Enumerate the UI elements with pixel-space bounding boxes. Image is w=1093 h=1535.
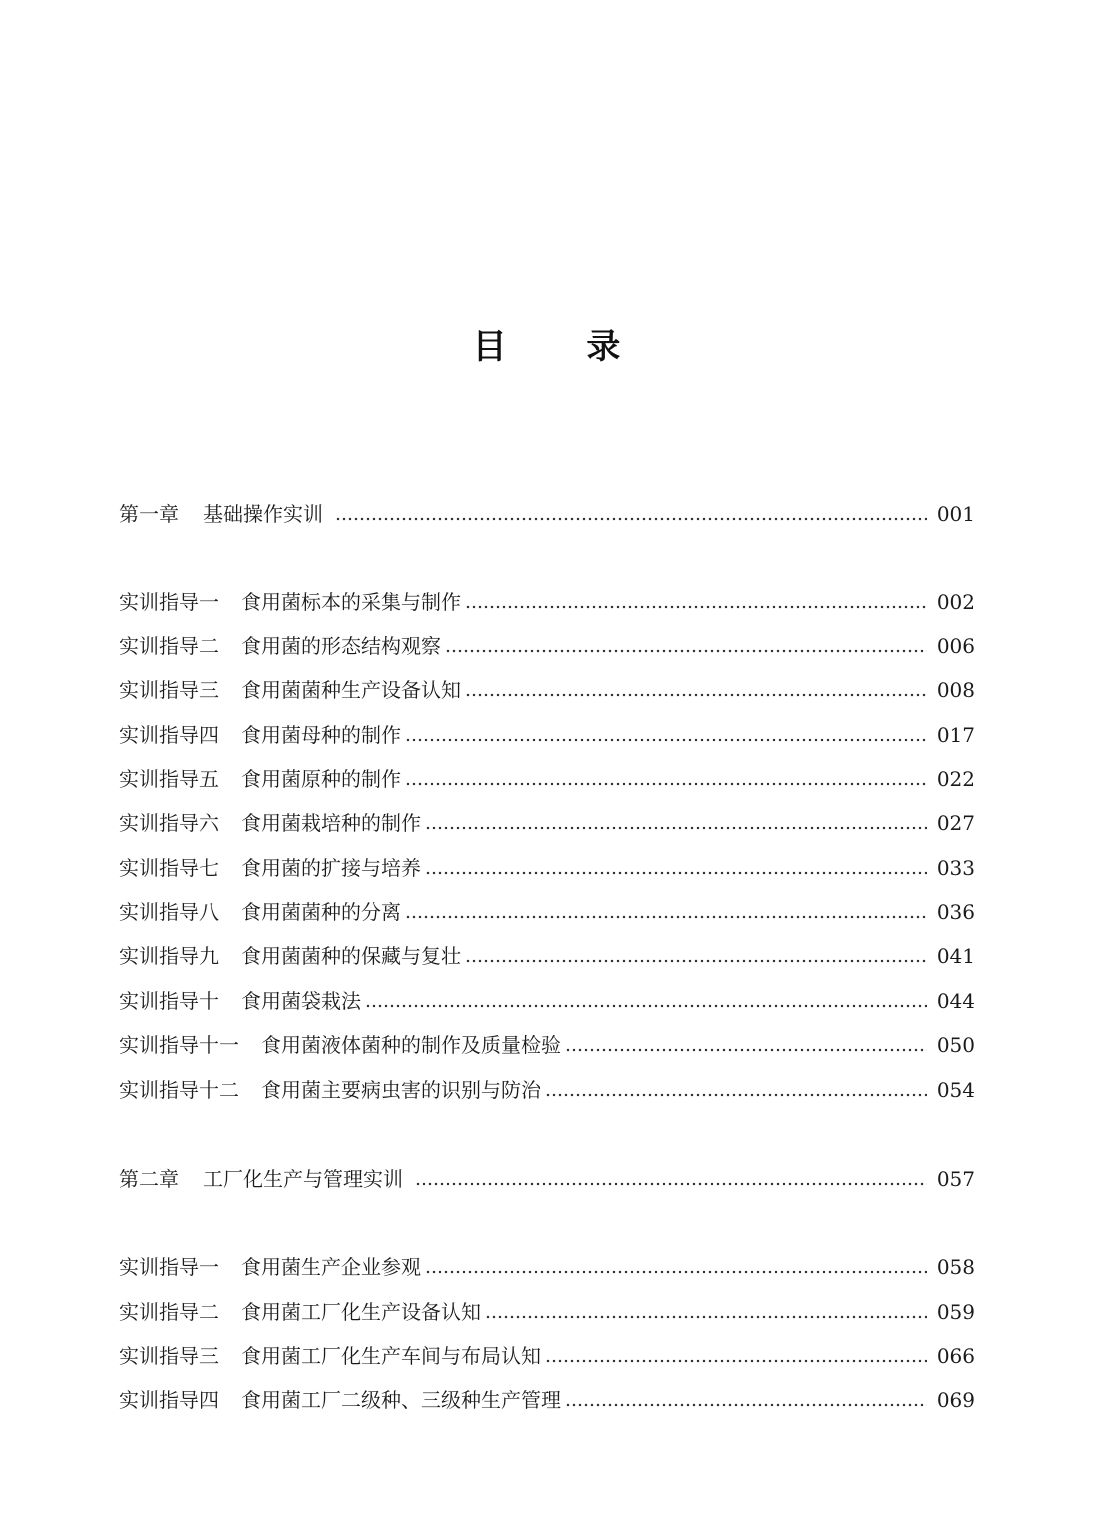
guide-number: 实训指导十二	[119, 1078, 239, 1102]
dot-leader	[405, 897, 927, 927]
guide-number: 实训指导七	[119, 856, 219, 880]
dot-leader	[565, 1385, 927, 1415]
dot-leader	[415, 1164, 927, 1194]
toc-guide-1-10[interactable]	[119, 986, 975, 1016]
toc-guide-1-12[interactable]	[119, 1075, 975, 1105]
guide-number: 实训指导十	[119, 989, 219, 1013]
page-number: 008	[936, 678, 975, 702]
page-number: 001	[936, 502, 975, 526]
toc-guide-2-1[interactable]	[119, 1252, 975, 1282]
page-number: 044	[936, 989, 975, 1013]
page-number: 036	[936, 900, 975, 924]
dot-leader	[545, 1075, 927, 1105]
page-number: 066	[936, 1344, 975, 1368]
toc-guide-1-1[interactable]	[119, 587, 975, 617]
toc-guide-1-6[interactable]	[119, 808, 975, 838]
dot-leader	[465, 587, 927, 617]
guide-number: 实训指导八	[119, 900, 219, 924]
dot-leader	[485, 1297, 927, 1327]
page-number: 033	[936, 856, 975, 880]
guide-number: 实训指导三	[119, 678, 219, 702]
dot-leader	[425, 853, 927, 883]
guide-title: 食用菌主要病虫害的识别与防治	[261, 1078, 541, 1102]
guide-title: 食用菌的扩接与培养	[241, 856, 421, 880]
dot-leader	[365, 986, 927, 1016]
page-number: 059	[936, 1300, 975, 1324]
guide-number: 实训指导六	[119, 811, 219, 835]
dot-leader	[565, 1030, 927, 1060]
guide-title: 食用菌栽培种的制作	[241, 811, 421, 835]
dot-leader	[405, 720, 927, 750]
page-number: 054	[936, 1078, 975, 1102]
guide-number: 实训指导十一	[119, 1033, 239, 1057]
guide-title: 食用菌菌种的分离	[241, 900, 401, 924]
chapter-number: 第二章	[119, 1167, 179, 1191]
toc-chapter-2[interactable]	[119, 1164, 975, 1194]
page-number: 058	[936, 1255, 975, 1279]
guide-title: 食用菌液体菌种的制作及质量检验	[261, 1033, 561, 1057]
toc-guide-1-11[interactable]	[119, 1030, 975, 1060]
toc-guide-2-3[interactable]	[119, 1341, 975, 1371]
toc-guide-1-3[interactable]	[119, 675, 975, 705]
chapter-title: 基础操作实训	[203, 502, 323, 526]
guide-title: 食用菌生产企业参观	[241, 1255, 421, 1279]
toc-guide-1-8[interactable]	[119, 897, 975, 927]
page-title: 目 录	[472, 327, 655, 367]
dot-leader	[425, 808, 927, 838]
page-number: 057	[936, 1167, 975, 1191]
dot-leader	[445, 631, 927, 661]
chapter-number: 第一章	[119, 502, 179, 526]
guide-title: 食用菌原种的制作	[241, 767, 401, 791]
page-number: 002	[936, 590, 975, 614]
toc-guide-2-2[interactable]	[119, 1297, 975, 1327]
toc-guide-1-4[interactable]	[119, 720, 975, 750]
dot-leader	[465, 941, 927, 971]
page-number: 022	[936, 767, 975, 791]
guide-title: 食用菌袋栽法	[241, 989, 361, 1013]
guide-number: 实训指导二	[119, 1300, 219, 1324]
guide-number: 实训指导五	[119, 767, 219, 791]
guide-title: 食用菌标本的采集与制作	[241, 590, 461, 614]
toc-chapter-1[interactable]	[119, 499, 975, 529]
dot-leader	[405, 764, 927, 794]
guide-number: 实训指导二	[119, 634, 219, 658]
dot-leader	[465, 675, 927, 705]
guide-title: 食用菌菌种生产设备认知	[241, 678, 461, 702]
toc-guide-2-4[interactable]	[119, 1385, 975, 1415]
guide-title: 食用菌菌种的保藏与复壮	[241, 944, 461, 968]
guide-number: 实训指导九	[119, 944, 219, 968]
toc-guide-1-9[interactable]	[119, 941, 975, 971]
page-number: 027	[936, 811, 975, 835]
guide-number: 实训指导一	[119, 1255, 219, 1279]
guide-number: 实训指导三	[119, 1344, 219, 1368]
page-number: 069	[936, 1388, 975, 1412]
guide-title: 食用菌的形态结构观察	[241, 634, 441, 658]
guide-number: 实训指导四	[119, 1388, 219, 1412]
guide-title: 食用菌工厂化生产车间与布局认知	[241, 1344, 541, 1368]
toc-guide-1-5[interactable]	[119, 764, 975, 794]
guide-title: 食用菌工厂化生产设备认知	[241, 1300, 481, 1324]
toc-guide-1-2[interactable]	[119, 631, 975, 661]
dot-leader	[545, 1341, 927, 1371]
guide-title: 食用菌工厂二级种、三级种生产管理	[241, 1388, 561, 1412]
guide-number: 实训指导四	[119, 723, 219, 747]
page-number: 006	[936, 634, 975, 658]
page-number: 017	[936, 723, 975, 747]
toc-guide-1-7[interactable]	[119, 853, 975, 883]
page-number: 050	[936, 1033, 975, 1057]
page-number: 041	[936, 944, 975, 968]
guide-number: 实训指导一	[119, 590, 219, 614]
dot-leader	[335, 499, 927, 529]
guide-title: 食用菌母种的制作	[241, 723, 401, 747]
chapter-title: 工厂化生产与管理实训	[203, 1167, 403, 1191]
dot-leader	[425, 1252, 927, 1282]
